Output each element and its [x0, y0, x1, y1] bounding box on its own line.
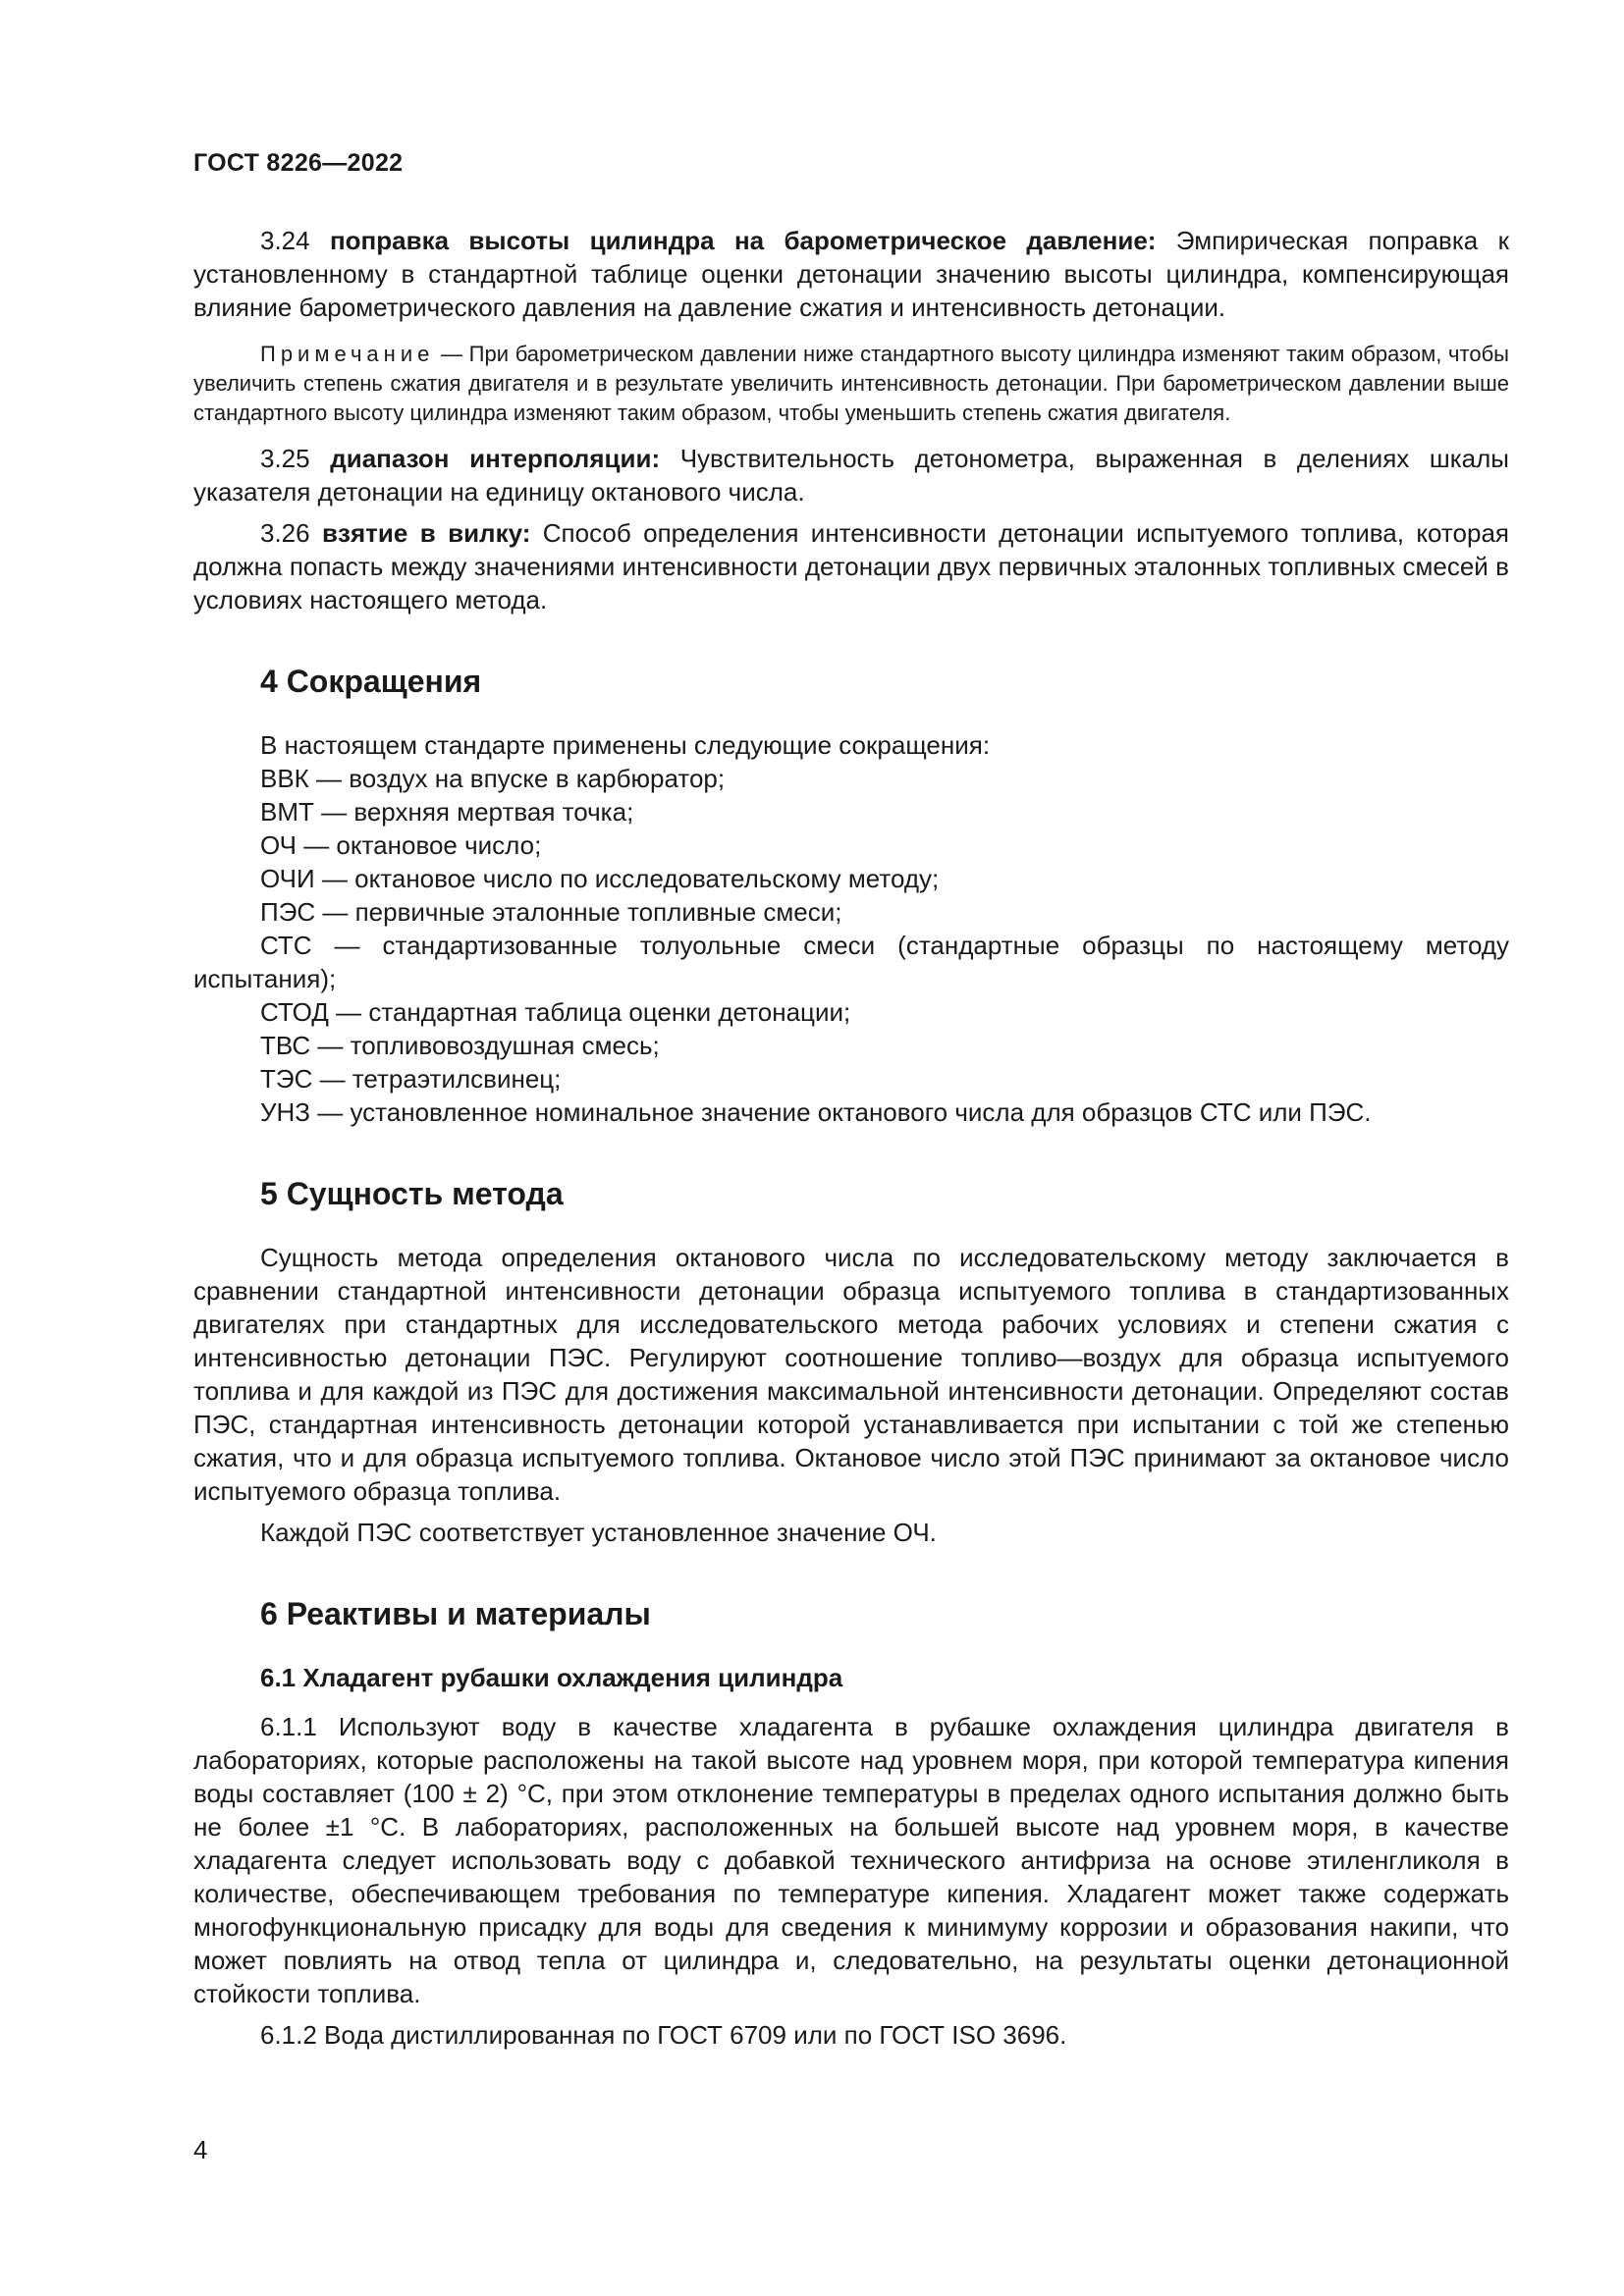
subsection-6-1-heading: 6.1 Хладагент рубашки охлаждения цилиндра — [260, 1663, 843, 1692]
section-5-heading: 5 Сущность метода — [260, 1176, 564, 1211]
clause-3-24 — [193, 224, 1509, 324]
list-item: ВМТ — верхняя мертвая точка; — [260, 797, 634, 827]
list-item: СТОД — стандартная таблица оценки детонации; — [260, 997, 851, 1027]
page-content — [193, 224, 1509, 2052]
clause-term: диапазон интерполяции: — [330, 444, 661, 473]
clause-term: взятие в вилку: — [322, 518, 531, 548]
clause-3-25 — [193, 442, 1509, 508]
list-item: УНЗ — установленное номинальное значение октанового числа для образцов СТС или ПЭС. — [260, 1097, 1372, 1127]
note-label: Примечание — [260, 342, 435, 366]
list-item: ОЧ — октановое число; — [260, 830, 542, 860]
list-item: ТЭС — тетраэтилсвинец; — [260, 1064, 562, 1094]
section-4-heading: 4 Сокращения — [260, 664, 482, 699]
list-item: ВВК — воздух на впуске в карбюратор; — [260, 764, 726, 793]
clause-6-1-1: 6.1.1 Используют воду в качестве хладагента в рубашке охлаждения цилиндра двигателя в лабораториях, которые расположены на такой высоте над уровнем моря, при которой температура кипения воды составляет (100 ± 2) °С, при этом отклонение температуры в пределах одного испытания должно быть не более ±1 °С. В лабораториях, расположенных на большей высоте над уровнем моря, в качестве хладагента следует использовать воду с добавкой технического антифриза на основе этиленгликоля в количестве, обеспечивающем требования по температуре кипения. Хладагент может также содержать многофункциональную присадку для воды для сведения к минимуму коррозии и образования накипи, что может повлиять на отвод тепла от цилиндра и, следовательно, на результаты оценки детонационной стойкости топлива. — [193, 1712, 1509, 2008]
note-text: — При барометрическом давлении ниже стандартного высоту цилиндра изменяют таким образом, чтобы увеличить степень сжатия двигателя и в результате увеличить интенсивность детонации. При барометрическом давлении выше стандартного высоту цилиндра изменяют таким образом, чтобы уменьшить степень сжатия двигателя. — [193, 342, 1509, 425]
clause-text: Чувствительность детонометра, выраженная в делениях шкалы указателя детонации на единицу октанового числа. — [193, 444, 1509, 507]
list-item: ОЧИ — октановое число по исследовательскому методу; — [260, 864, 940, 893]
clause-number: 3.25 — [260, 444, 310, 473]
list-item: СТС — стандартизованные толуольные смеси (стандартные образцы по настоящему методу испытания); — [193, 931, 1509, 993]
standard-code-header: ГОСТ 8226—2022 — [193, 149, 404, 177]
clause-number: 3.24 — [260, 226, 310, 255]
section-6-heading: 6 Реактивы и материалы — [260, 1596, 651, 1631]
clause-number: 3.26 — [260, 518, 310, 548]
abbreviations-intro: В настоящем стандарте применены следующие сокращения: — [260, 730, 991, 760]
clause-3-26 — [193, 516, 1509, 616]
clause-text: Способ определения интенсивности детонации испытуемого топлива, которая должна попасть между значениями интенсивности детонации двух первичных эталонных топливных смесей в условиях настоящего метода. — [193, 518, 1509, 614]
section-5-paragraph: Каждой ПЭС соответствует установленное значение ОЧ. — [260, 1518, 937, 1547]
section-5-paragraph: Сущность метода определения октанового числа по исследовательскому методу заключается в сравнении стандартной интенсивности детонации образца испытуемого топлива в стандартизованных двигателях при стандартных для исследовательского метода рабочих условиях и степени сжатия с интенсивностью детонации ПЭС. Регулируют соотношение топливо—воздух для образца испытуемого топлива и для каждой из ПЭС для достижения максимальной интенсивности детонации. Определяют состав ПЭС, стандартная интенсивность детонации которой устанавливается при испытании с той же степенью сжатия, что и для образца испытуемого топлива. Октановое число этой ПЭС принимают за октановое число испытуемого образца топлива. — [193, 1243, 1509, 1506]
page-number: 4 — [193, 2135, 208, 2164]
list-item: ТВС — топливовоздушная смесь; — [260, 1031, 660, 1060]
list-item: ПЭС — первичные эталонные топливные смеси; — [260, 897, 842, 927]
clause-6-1-2: 6.1.2 Вода дистиллированная по ГОСТ 6709 или по ГОСТ ISO 3696. — [260, 2020, 1067, 2050]
clause-term: поправка высоты цилиндра на барометрическое давление: — [329, 226, 1157, 255]
note-paragraph — [193, 340, 1509, 428]
abbreviations-list — [193, 728, 1509, 1129]
clause-text: Эмпирическая поправка к установленному в стандартной таблице оценки детонации значению высоты цилиндра, компенсирующая влияние барометрического давления на давление сжатия и интенсивность детонации. — [193, 226, 1509, 322]
